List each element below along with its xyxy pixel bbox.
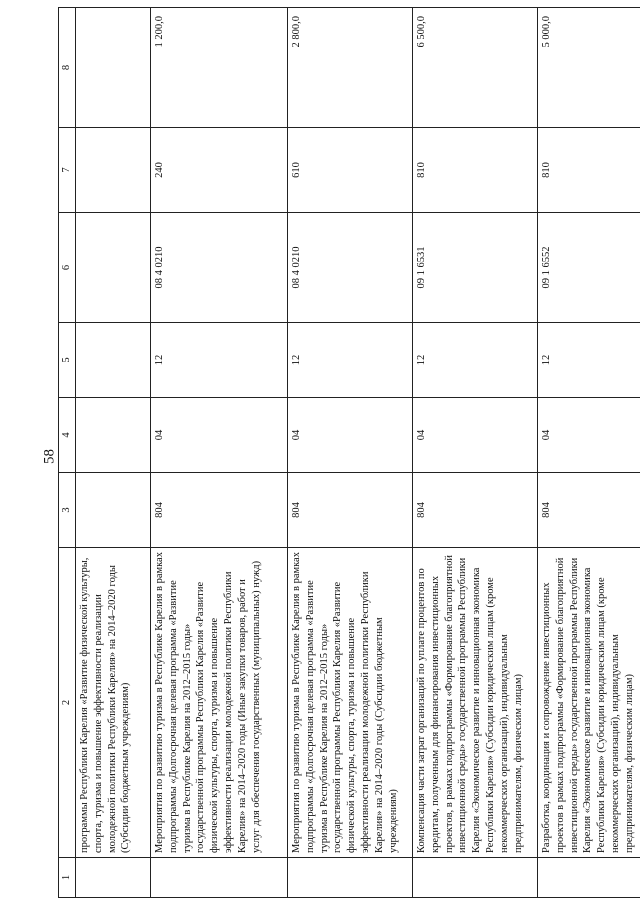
table-row — [150, 8, 287, 898]
page-number: 58 — [41, 449, 58, 464]
table-row — [75, 8, 150, 898]
target-article-cell: 08 4 0210 — [287, 213, 412, 323]
header-row — [59, 8, 76, 898]
target-article-cell: 08 4 0210 — [150, 213, 287, 323]
ministry-code-cell: 804 — [412, 473, 537, 548]
target-article-cell: 09 1 6552 — [537, 213, 640, 323]
ministry-code-cell: 804 — [150, 473, 287, 548]
target-article-cell — [75, 213, 150, 323]
budget-table-container — [58, 8, 636, 898]
row-number-cell — [537, 858, 640, 898]
subsection-code-cell: 12 — [287, 323, 412, 398]
rotated-table-frame — [58, 8, 636, 898]
header-cell: 5 — [59, 323, 76, 398]
table-row — [287, 8, 412, 898]
subsection-code-cell: 12 — [150, 323, 287, 398]
description-cell: Мероприятия по развитию туризма в Республике Карелия в рамках подпрограммы «Долгосрочная целевая программа «Развитие туризма в Республике Карелия на 2012–2015 годы» государственной программы Республики Карелия «Развитие физической культуры, спорта, туризма и повышение эффективности реализации молодежной политики Республики Карелия» на 2014–2020 годы (Иные закупки товаров, работ и услуг для обеспечения государственных (муниципальных) нужд) — [150, 548, 287, 858]
expense-type-cell: 610 — [287, 128, 412, 213]
header-cell: 6 — [59, 213, 76, 323]
table-row — [412, 8, 537, 898]
amount-cell: 1 200,0 — [150, 8, 287, 128]
table-row — [537, 8, 640, 898]
subsection-code-cell — [75, 323, 150, 398]
header-cell: 3 — [59, 473, 76, 548]
row-number-cell — [412, 858, 537, 898]
expense-type-cell — [75, 128, 150, 213]
expense-type-cell: 810 — [412, 128, 537, 213]
header-cell: 2 — [59, 548, 76, 858]
amount-cell: 2 800,0 — [287, 8, 412, 128]
description-cell: Компенсация части затрат организаций по уплате процентов по кредитам, полученным для финансирования инвестиционных проектов, в рамках подпрограммы «Формирование благоприятной инвестиционной среды» государственной программы Республики Карелия «Экономическое развитие и инновационная экономика Республики Карелия» (Субсидии юридическим лицам (кроме некоммерческих организаций), индивидуальным предпринимателям, физическим лицам) — [412, 548, 537, 858]
header-cell: 8 — [59, 8, 76, 128]
subsection-code-cell: 12 — [537, 323, 640, 398]
section-code-cell: 04 — [287, 398, 412, 473]
subsection-code-cell: 12 — [412, 323, 537, 398]
section-code-cell: 04 — [537, 398, 640, 473]
amount-cell: 5 000,0 — [537, 8, 640, 128]
section-code-cell: 04 — [150, 398, 287, 473]
description-cell: Разработка, координация и сопровождение инвестиционных проектов в рамках подпрограммы «Формирование благоприятной инвестиционной среды» государственной программы Республики Карелия «Экономическое развитие и инновационная экономика Республики Карелия» (Субсидии юридическим лицам (кроме некоммерческих организаций), индивидуальным предпринимателям, физическим лицам) — [537, 548, 640, 858]
row-number-cell — [150, 858, 287, 898]
amount-cell: 6 500,0 — [412, 8, 537, 128]
row-number-cell — [287, 858, 412, 898]
header-cell: 7 — [59, 128, 76, 213]
description-cell: программы Республики Карелия «Развитие физической культуры, спорта, туризма и повышение эффективности реализации молодежной политики Республики Карелия» на 2014–2020 годы (Субсидии бюджетным учреждениям) — [75, 548, 150, 858]
amount-cell — [75, 8, 150, 128]
budget-table — [58, 7, 640, 898]
header-cell: 1 — [59, 858, 76, 898]
ministry-code-cell: 804 — [287, 473, 412, 548]
section-code-cell — [75, 398, 150, 473]
ministry-code-cell — [75, 473, 150, 548]
row-number-cell — [75, 858, 150, 898]
target-article-cell: 09 1 6531 — [412, 213, 537, 323]
expense-type-cell: 810 — [537, 128, 640, 213]
header-cell: 4 — [59, 398, 76, 473]
description-cell: Мероприятия по развитию туризма в Республике Карелия в рамках подпрограммы «Долгосрочная целевая программа «Развитие туризма в Республике Карелия на 2012–2015 годы» государственной программы Республики Карелия «Развитие физической культуры, спорта, туризма и повышение эффективности реализации молодежной политики Республики Карелия» на 2014–2020 годы (Субсидии бюджетным учреждениям) — [287, 548, 412, 858]
expense-type-cell: 240 — [150, 128, 287, 213]
ministry-code-cell: 804 — [537, 473, 640, 548]
section-code-cell: 04 — [412, 398, 537, 473]
